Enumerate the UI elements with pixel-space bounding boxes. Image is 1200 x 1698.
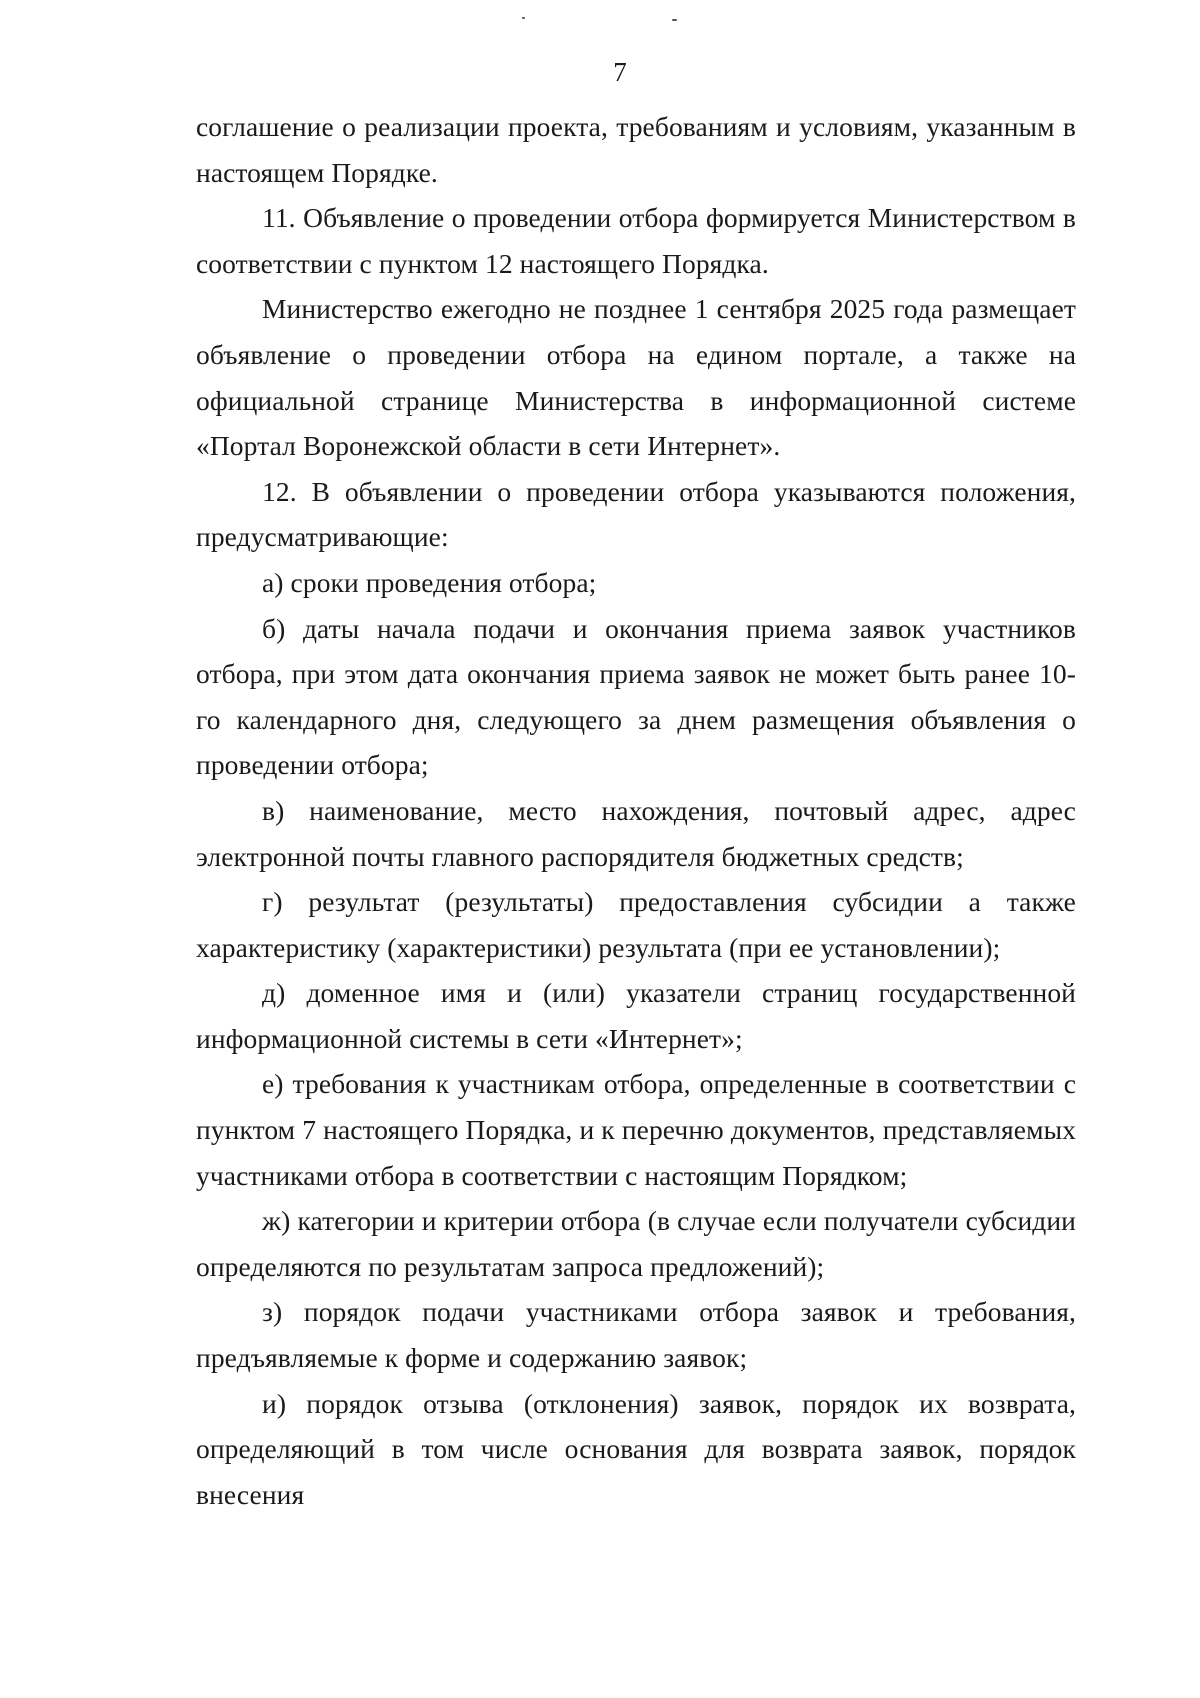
list-item-z: з) порядок подачи участниками отбора заявок и требования, предъявляемые к форме и содержанию заявок; <box>196 1296 1076 1374</box>
list-item-zh: ж) категории и критерии отбора (в случае если получатели субсидии определяются по результатам запроса предложений); <box>196 1205 1076 1282</box>
list-item-v: в) наименование, место нахождения, почтовый адрес, адрес электронной почты главного распорядителя бюджетных средств; <box>196 794 1076 872</box>
scan-speck <box>672 19 677 21</box>
page-number: 7 <box>613 57 627 87</box>
list-item-i: и) порядок отзыва (отклонения) заявок, порядок их возврата, определяющий в том числе основания для возврата заявок, порядок внесения <box>196 1387 1076 1510</box>
list-item-b: б) даты начала подачи и окончания приема заявок участников отбора, при этом дата окончания приема заявок не может быть ранее 10-го календарного дня, следующего за днем размещения объявления о проведении отбора; <box>196 612 1076 781</box>
document-body <box>196 104 1076 1517</box>
paragraph-clause-11: 11. Объявление о проведении отбора формируется Министерством в соответствии с пунктом 12 настоящего Порядка. <box>196 202 1076 279</box>
scan-speck <box>522 17 525 19</box>
paragraph-clause-11-publication: Министерство ежегодно не позднее 1 сентября 2025 года размещает объявление о проведении отбора на едином портале, а также на официальной странице Министерства в информационной системе «Портал Воронежской области в сети Интернет». <box>196 293 1076 462</box>
list-item-d: д) доменное имя и (или) указатели страниц государственной информационной системы в сети «Интернет»; <box>196 977 1076 1054</box>
list-item-g: г) результат (результаты) предоставления субсидии а также характеристику (характеристики) результата (при ее установлении); <box>196 886 1076 963</box>
paragraph-clause-12: 12. В объявлении о проведении отбора указываются положения, предусматривающие: <box>196 475 1076 553</box>
paragraph-continuation: соглашение о реализации проекта, требованиям и условиям, указанным в настоящем Порядке. <box>196 111 1076 188</box>
list-item-a: а) сроки проведения отбора; <box>262 566 597 598</box>
list-item-e: е) требования к участникам отбора, определенные в соответствии с пунктом 7 настоящего Порядка, и к перечню документов, представляемых участниками отбора в соответствии с настоящим Порядком; <box>196 1068 1076 1191</box>
